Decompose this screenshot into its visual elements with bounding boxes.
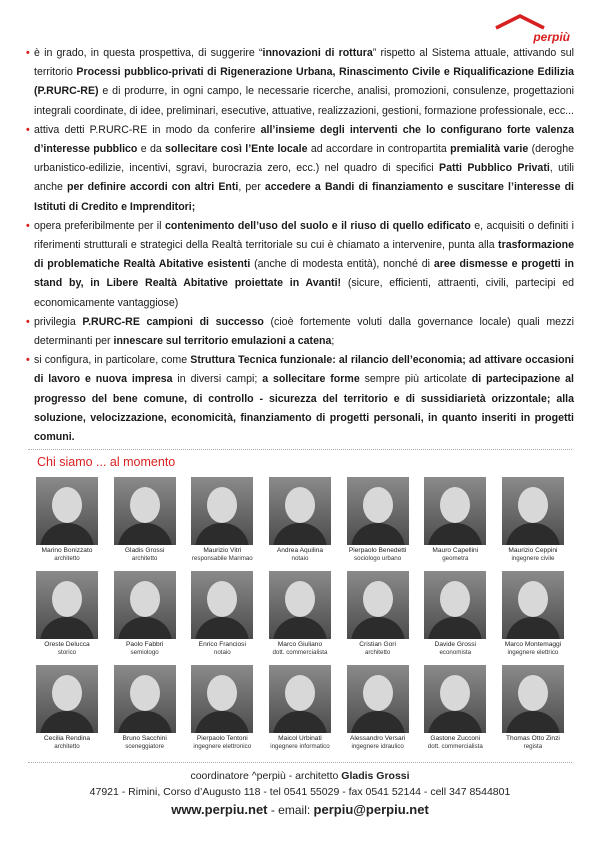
team-member: [345, 571, 411, 665]
photo-body: [40, 711, 94, 733]
member-name: Maicol Urbinati: [278, 735, 322, 742]
photo-head: [518, 487, 548, 523]
photo-body: [40, 617, 94, 639]
email-link[interactable]: perpiu@perpiu.net: [313, 802, 429, 817]
member-role: architetto: [131, 555, 158, 562]
bullet-item: [26, 44, 574, 121]
section-divider: [28, 449, 572, 450]
photo-body: [195, 617, 249, 639]
photo-body: [195, 711, 249, 733]
photo-head: [130, 675, 160, 711]
member-photo: [347, 665, 409, 733]
photo-body: [118, 617, 172, 639]
member-photo: [502, 665, 564, 733]
coordinator-name: Gladis Grossi: [341, 770, 410, 782]
team-member: [500, 571, 566, 665]
member-name: Pierpaolo Benedetti: [348, 547, 407, 554]
member-name: Marco Montemaggi: [504, 641, 562, 648]
member-role: notaio: [291, 555, 309, 562]
photo-head: [130, 581, 160, 617]
photo-head: [285, 487, 315, 523]
member-photo: [36, 477, 98, 545]
bullet-text: opera preferibilmente per il: [34, 219, 165, 232]
member-name: Mauro Capellini: [432, 547, 479, 554]
member-role: geometra: [442, 555, 469, 562]
team-row: [34, 571, 566, 665]
member-role: notaio: [213, 649, 231, 656]
bullet-bold-text: all’insieme degli interventi che lo configurano forte valenza d’interesse pubblico: [34, 123, 574, 156]
photo-body: [428, 523, 482, 545]
photo-head: [518, 581, 548, 617]
photo-body: [273, 523, 327, 545]
bullet-bold-text: a sollecitare forme: [262, 373, 360, 386]
bullet-bold-text: Processi pubblico-privati di Rigenerazione Urbana, Rinascimento Civile e Riqualificazione Edilizia (P.RURC-RE): [34, 66, 575, 98]
team-section-title: Chi siamo ... al momento: [37, 455, 176, 469]
bullet-bold-text: innescare sul territorio emulazioni a catena: [113, 335, 332, 348]
member-name: Maurizio Vitri: [203, 547, 242, 554]
member-role: economista: [439, 649, 472, 656]
photo-head: [363, 675, 393, 711]
member-role: architetto: [54, 555, 80, 562]
bullet-text: ” rispetto al Sistema attuale, attivando sul territorio: [34, 47, 574, 79]
photo-body: [351, 617, 405, 639]
member-name: Oreste Delucca: [44, 641, 90, 648]
bullet-item: [26, 313, 574, 351]
member-name: Cristian Gori: [359, 641, 396, 648]
member-photo: [347, 477, 409, 545]
member-role: architetto: [364, 649, 391, 656]
team-row: [34, 665, 566, 755]
bullet-text: e, acquisiti o definiti i riferimenti strutturali e strategici della Realtà territoriale su cui è chiamato a intervenire, punta alla: [34, 219, 574, 252]
photo-head: [207, 487, 237, 523]
team-member: [345, 477, 411, 571]
footer-divider: [28, 762, 572, 763]
photo-head: [52, 487, 82, 523]
photo-body: [506, 523, 560, 545]
member-photo: [424, 571, 486, 639]
team-member: [189, 477, 255, 571]
roof-icon: [494, 14, 546, 30]
team-member: [267, 477, 333, 571]
member-name: Marino Bonizzato: [41, 547, 93, 554]
member-photo: [36, 571, 98, 639]
member-role: sociologo urbano: [354, 555, 402, 562]
photo-head: [52, 581, 82, 617]
website-link[interactable]: www.perpiu.net: [171, 802, 268, 817]
team-member: [345, 665, 411, 755]
photo-body: [273, 617, 327, 639]
photo-body: [351, 523, 405, 545]
team-row: [34, 477, 566, 571]
bullet-text: e da: [137, 143, 166, 156]
bullet-text: in diversi campi;: [172, 373, 263, 386]
bullet-bold-text: innovazioni di rottura: [262, 47, 373, 59]
member-name: Thomas Otto Zinzi: [506, 735, 560, 742]
member-name: Alessandro Versari: [349, 735, 406, 742]
team-member: [34, 477, 100, 571]
member-name: Enrico Franciosi: [198, 641, 246, 648]
member-role: ingegnere civile: [511, 555, 555, 562]
bullet-text: (sicure, efficienti, attraenti, civili, partecipi ed economicamente vantaggiose): [34, 277, 574, 309]
member-photo: [424, 665, 486, 733]
photo-head: [285, 581, 315, 617]
bullet-bold-text: per definire accordi con altri Enti: [67, 181, 239, 194]
team-member: [422, 571, 488, 665]
member-name: Paolo Fabbri: [125, 641, 164, 648]
bullet-item: [26, 351, 574, 447]
bullet-text: sempre più articolate: [359, 373, 472, 386]
bullet-bold-text: Patti Pubblico Privati: [439, 162, 550, 175]
member-name: Pierpaolo Tentoni: [196, 735, 248, 742]
member-role: responsabile Marimao: [191, 555, 253, 562]
team-member: [267, 665, 333, 755]
bullet-bold-text: accedere a Bandi di finanziamento e suscitare l’interesse di Istituti di Credito e Imprenditori;: [34, 181, 575, 213]
photo-head: [52, 675, 82, 711]
member-role: ingegnere elettrico: [507, 649, 559, 656]
member-role: semiologo: [130, 649, 159, 656]
member-name: Davide Grossi: [434, 641, 476, 648]
bullet-bold-text: di partecipazione al progresso del bene comune, di controllo - sicurezza del territorio e di sussidiarietà orizzontale; alla soluzione, velocizzazione, economicità, finanziamento di progetti personali, in quanto inseriti in progetti comuni.: [34, 373, 574, 444]
member-role: regista: [523, 743, 543, 750]
photo-head: [130, 487, 160, 523]
contact-line: [0, 802, 600, 817]
bullet-text: attiva detti P.RURC-RE in modo da conferire: [34, 123, 261, 136]
bullet-text: (deroghe urbanistico-edilizie, incentivi, sgravi, burocrazia zero, ecc.) nel quadro di specifici: [34, 143, 574, 175]
bullet-text: (cioè fortemente voluti dalla governance locale) quali mezzi determinanti per: [34, 315, 575, 348]
photo-head: [440, 487, 470, 523]
member-photo: [347, 571, 409, 639]
photo-head: [207, 675, 237, 711]
team-member: [112, 571, 178, 665]
bullet-text: , per: [238, 181, 265, 194]
member-role: dott. commercialista: [272, 649, 328, 656]
team-member: [34, 665, 100, 755]
member-photo: [114, 477, 176, 545]
member-name: Gladis Grossi: [124, 547, 165, 554]
member-role: dott. commercialista: [427, 743, 483, 750]
email-label: - email:: [267, 803, 314, 817]
photo-body: [273, 711, 327, 733]
bullet-text: e di produrre, in ogni campo, le necessarie ricerche, analisi, promozioni, consulenze, progettazioni integrali coordinate, di idee, preliminari, esecutive, attuative, realizzazioni, gestioni, formazione professionale, ecc...: [34, 85, 574, 117]
member-name: Andrea Aquilina: [276, 547, 324, 554]
photo-head: [285, 675, 315, 711]
team-member: [500, 665, 566, 755]
photo-head: [518, 675, 548, 711]
bullet-bold-text: trasformazione di problematiche Realtà Abitative esistenti: [34, 239, 574, 271]
photo-body: [40, 523, 94, 545]
member-photo: [502, 571, 564, 639]
member-name: Cecilia Rendina: [43, 735, 91, 742]
team-member: [34, 571, 100, 665]
team-member: [422, 665, 488, 755]
address-line: 47921 - Rimini, Corso d’Augusto 118 - tel 0541 55029 - fax 0541 52144 - cell 347 8544801: [89, 786, 511, 798]
bullet-bold-text: sollecitare così l’Ente locale: [165, 143, 308, 156]
photo-body: [428, 617, 482, 639]
coordinator-line: [0, 770, 600, 782]
bullet-text: privilegia: [34, 315, 83, 328]
photo-body: [118, 523, 172, 545]
member-photo: [114, 571, 176, 639]
brand-logo: [480, 14, 570, 44]
bullet-text: ;: [331, 335, 335, 348]
member-photo: [191, 571, 253, 639]
member-role: ingegnere idraulico: [351, 743, 404, 750]
bullet-text: ad accordare in contropartita: [307, 143, 451, 156]
team-member: [500, 477, 566, 571]
bullet-text: (anche di modesta entità), nonché di: [250, 258, 434, 271]
team-member: [422, 477, 488, 571]
member-photo: [269, 477, 331, 545]
photo-body: [506, 617, 560, 639]
team-grid: [34, 477, 566, 755]
team-member: [189, 665, 255, 755]
bullet-bold-text: contenimento dell’uso del suolo e il riuso di quello edificato: [164, 219, 471, 232]
member-role: architetto: [54, 743, 80, 750]
member-photo: [424, 477, 486, 545]
bullet-text: , utili anche: [34, 162, 574, 194]
bullet-item: [26, 217, 574, 313]
photo-head: [363, 581, 393, 617]
member-photo: [502, 477, 564, 545]
photo-head: [363, 487, 393, 523]
photo-body: [506, 711, 560, 733]
member-photo: [269, 571, 331, 639]
member-role: ingegnere elettronico: [193, 743, 252, 750]
member-photo: [191, 665, 253, 733]
bullet-bold-text: aree dismesse e progetti in stand by, in Libere Realtà Abitative proiettate in Avanti!: [34, 258, 574, 290]
member-name: Bruno Sacchini: [122, 735, 167, 742]
member-photo: [191, 477, 253, 545]
photo-body: [428, 711, 482, 733]
member-name: Gastone Zucconi: [430, 735, 481, 742]
member-photo: [269, 665, 331, 733]
bullet-bold-text: premialità varie: [450, 143, 529, 156]
member-name: Marco Giuliano: [277, 641, 323, 648]
bullet-text: è in grado, in questa prospettiva, di suggerire “: [34, 47, 263, 59]
member-photo: [36, 665, 98, 733]
team-member: [112, 477, 178, 571]
coordinator-prefix: coordinatore ^perpiù - architetto: [190, 770, 342, 782]
photo-body: [351, 711, 405, 733]
member-role: ingegnere informatico: [270, 743, 330, 750]
brand-name: perpiù: [533, 30, 570, 44]
member-role: storico: [57, 649, 77, 656]
photo-head: [207, 581, 237, 617]
team-member: [112, 665, 178, 755]
photo-body: [118, 711, 172, 733]
member-role: sceneggiatore: [125, 743, 165, 750]
bullet-bold-text: P.RURC-RE campioni di successo: [82, 315, 264, 328]
description-list: [26, 44, 574, 447]
photo-head: [440, 675, 470, 711]
bullet-text: si configura, in particolare, come: [34, 354, 191, 367]
member-name: Maurizio Ceppini: [508, 547, 558, 554]
bullet-item: [26, 121, 574, 217]
bullet-bold-text: Struttura Tecnica funzionale: al rilancio dell’economia; ad attivare occasioni di lavoro e nuova impresa: [34, 354, 575, 386]
team-member: [267, 571, 333, 665]
team-member: [189, 571, 255, 665]
photo-head: [440, 581, 470, 617]
photo-body: [195, 523, 249, 545]
member-photo: [114, 665, 176, 733]
